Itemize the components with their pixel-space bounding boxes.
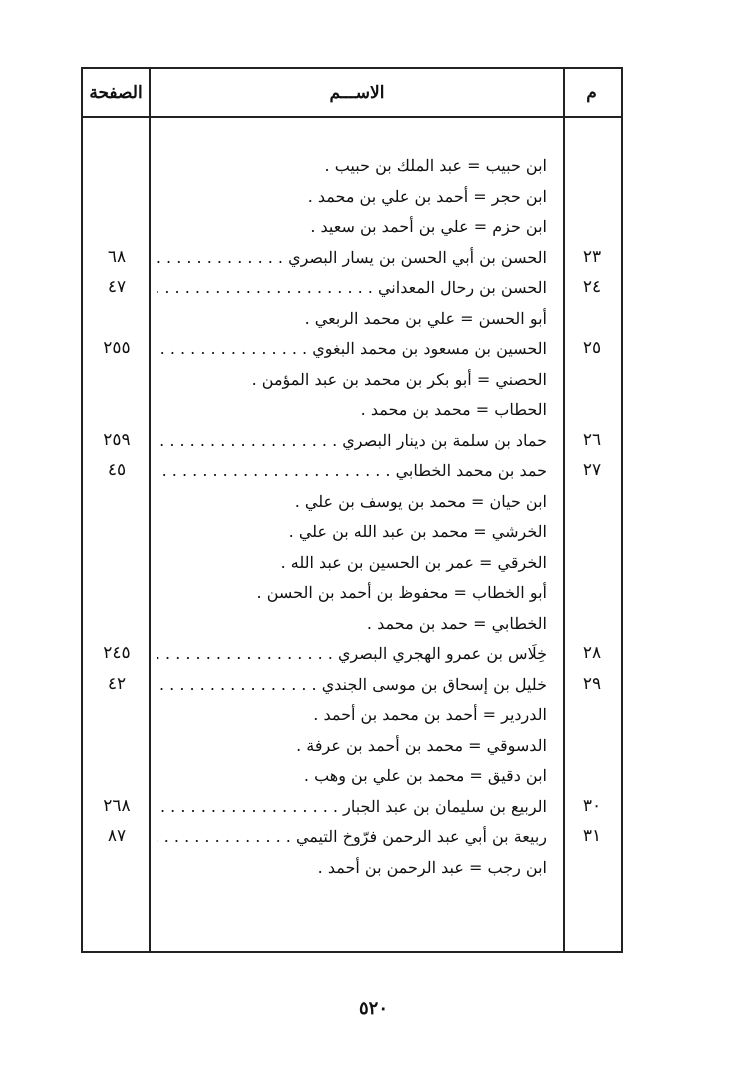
entry-name: ابن حيان = محمد بن يوسف بن علي . [294,491,547,511]
table-row [83,608,621,639]
entry-name: أبو الحسن = علي بن محمد الربعي . [304,308,547,328]
entry-name: ابن حجر = أحمد بن علي بن محمد . [307,186,547,206]
entry-number: ٢٨ [582,643,602,663]
table-row [83,181,621,212]
index-table [81,67,623,953]
header-page: الصفحة [89,83,143,103]
entry-name: الحسين بن مسعود بن محمد البغوي . . . [157,333,561,364]
entry-number: ٢٥ [582,338,602,358]
entry-page: ٢٥٥ [103,338,131,358]
entry-name: ابن دقيق = محمد بن علي بن وهب . [303,766,547,785]
entry-name: حمد بن محمد الخطابي . . . [157,455,561,486]
table-row [83,394,621,425]
entry-name: حماد بن سلمة بن دينار البصري . . . [157,425,561,456]
header-name: الاســـم [329,83,385,103]
table-row [83,699,621,730]
entry-number: ٣٠ [582,795,602,816]
table-row [83,425,621,456]
entry-name: خِلَاس بن عمرو الهجري البصري . . . [157,638,561,669]
table-row [83,547,621,578]
entry-name: ابن حزم = علي بن أحمد بن سعيد . [310,217,547,236]
entry-name: الحطاب = محمد بن محمد . [360,400,547,419]
entry-page: ٨٧ [107,826,127,846]
table-row [83,760,621,791]
table-row [83,364,621,395]
entry-name: ابن رجب = عبد الرحمن بن أحمد . [317,857,547,877]
entry-page: ٤٥ [107,460,127,480]
entry-number: ٣١ [582,826,602,846]
entry-page: ٦٨ [107,246,127,267]
table-row [83,455,621,486]
table-row [83,852,621,883]
table-row [83,669,621,700]
entry-name: الخرقي = عمر بن الحسين بن عبد الله . [280,552,547,572]
header-divider [83,116,621,118]
table-row [83,516,621,547]
table-row [83,272,621,303]
table-row [83,791,621,822]
table-row [83,577,621,608]
entry-name: الحسن بن رحال المعداني . . . [157,272,561,303]
entry-page: ٤٢ [107,673,127,694]
table-row [83,211,621,242]
table-row [83,638,621,669]
table-row [83,303,621,334]
table-row [83,150,621,181]
table-row [83,333,621,364]
entry-page: ٤٧ [107,277,127,297]
entry-number: ٢٩ [582,673,602,694]
entry-name: خليل بن إسحاق بن موسى الجندي . . . [157,669,561,700]
entry-page: ٢٤٥ [103,643,131,663]
entry-name: الدسوقي = محمد بن أحمد بن عرفة . [296,735,547,755]
entry-name: أبو الخطاب = محفوظ بن أحمد بن الحسن . [256,583,547,602]
entry-number: ٢٤ [582,277,602,297]
table-row [83,730,621,761]
entry-name: الخرشي = محمد بن عبد الله بن علي . [288,522,547,541]
entry-name: الحسن بن أبي الحسن بن يسار البصري . . . [157,242,561,273]
entry-name: الدردير = أحمد بن محمد بن أحمد . [313,705,547,724]
page-number: ٥٢٠ [358,998,388,1019]
entry-name: الخطابي = حمد بن محمد . [366,613,547,633]
entry-name: الحصني = أبو بكر بن محمد بن عبد المؤمن . [251,369,547,389]
entry-page: ٢٦٨ [103,795,131,816]
entry-number: ٢٧ [582,460,602,480]
table-row [83,486,621,517]
entry-number: ٢٦ [582,429,602,450]
table-row [83,242,621,273]
header-number: م [586,83,597,103]
entry-page: ٢٥٩ [103,429,131,450]
entry-name: ربيعة بن أبي عبد الرحمن فرّوخ التيمي . . . [157,821,561,852]
entry-name: ابن حبيب = عبد الملك بن حبيب . [324,156,547,175]
table-row [83,821,621,852]
entry-name: الربيع بن سليمان بن عبد الجبار . . . [157,791,561,822]
entry-number: ٢٣ [582,246,602,267]
